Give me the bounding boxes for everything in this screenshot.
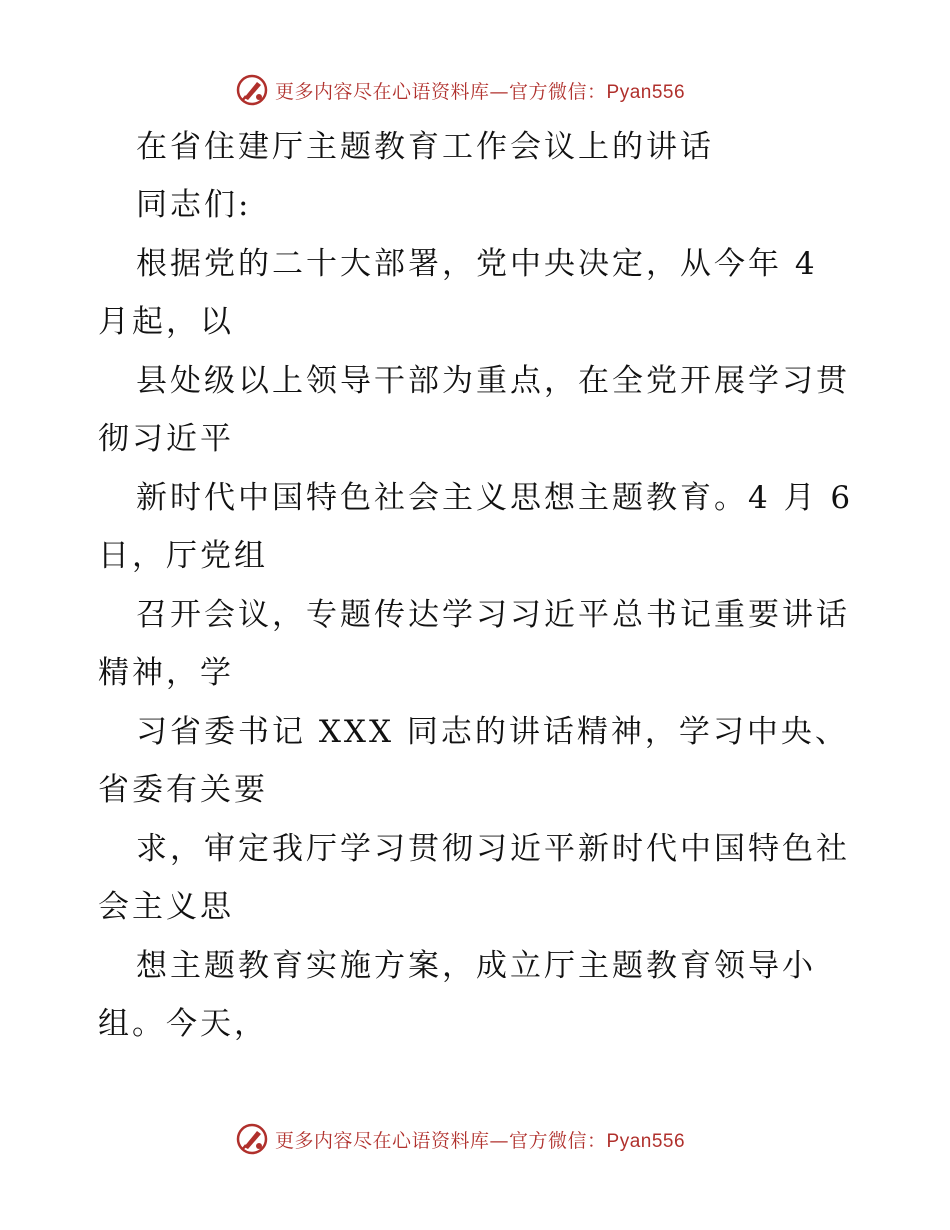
watermark-dash: — <box>489 1129 510 1152</box>
watermark-title: 更多内容尽在心语资料库 <box>275 80 490 103</box>
watermark-title: 更多内容尽在心语资料库 <box>275 1129 490 1152</box>
paragraph-line: 召开会议，专题传达学习习近平总书记重要讲话 <box>136 597 850 633</box>
paragraph-line: 县处级以上领导干部为重点，在全党开展学习贯 <box>136 363 850 399</box>
watermark-text <box>275 77 685 104</box>
paragraph-line: 新时代中国特色社会主义思想主题教育。4 月 6 <box>136 480 854 516</box>
paragraph-line: 精神，学 <box>98 655 234 691</box>
paragraph-line: 求，审定我厅学习贯彻习近平新时代中国特色社 <box>136 831 850 867</box>
document-title: 在省住建厅主题教育工作会议上的讲话 <box>136 129 714 165</box>
footer-watermark <box>235 1122 685 1156</box>
paragraph-line: 组。今天， <box>98 1006 268 1042</box>
watermark-text <box>275 1126 685 1153</box>
header-watermark <box>235 73 685 107</box>
paragraph-line: 省委有关要 <box>98 772 268 808</box>
watermark-contact-id: Pyan556 <box>606 81 686 103</box>
paragraph-line: 会主义思 <box>98 889 234 925</box>
paragraph-line: 彻习近平 <box>98 421 234 457</box>
paragraph-line: 根据党的二十大部署，党中央决定，从今年 4 <box>136 246 818 282</box>
paragraph-line: 月起，以 <box>98 304 234 340</box>
watermark-contact-id: Pyan556 <box>606 1130 686 1152</box>
paragraph-line: 习省委书记 XXX 同志的讲话精神，学习中央、 <box>136 714 849 750</box>
watermark-contact-label: 官方微信： <box>509 80 607 103</box>
paragraph-line: 想主题教育实施方案，成立厅主题教育领导小 <box>136 948 816 984</box>
quill-logo-icon <box>235 1122 269 1156</box>
quill-logo-icon <box>235 73 269 107</box>
watermark-dash: — <box>489 80 510 103</box>
salutation: 同志们: <box>136 187 252 223</box>
paragraph-line: 日，厅党组 <box>98 538 268 574</box>
watermark-contact-label: 官方微信： <box>509 1129 607 1152</box>
